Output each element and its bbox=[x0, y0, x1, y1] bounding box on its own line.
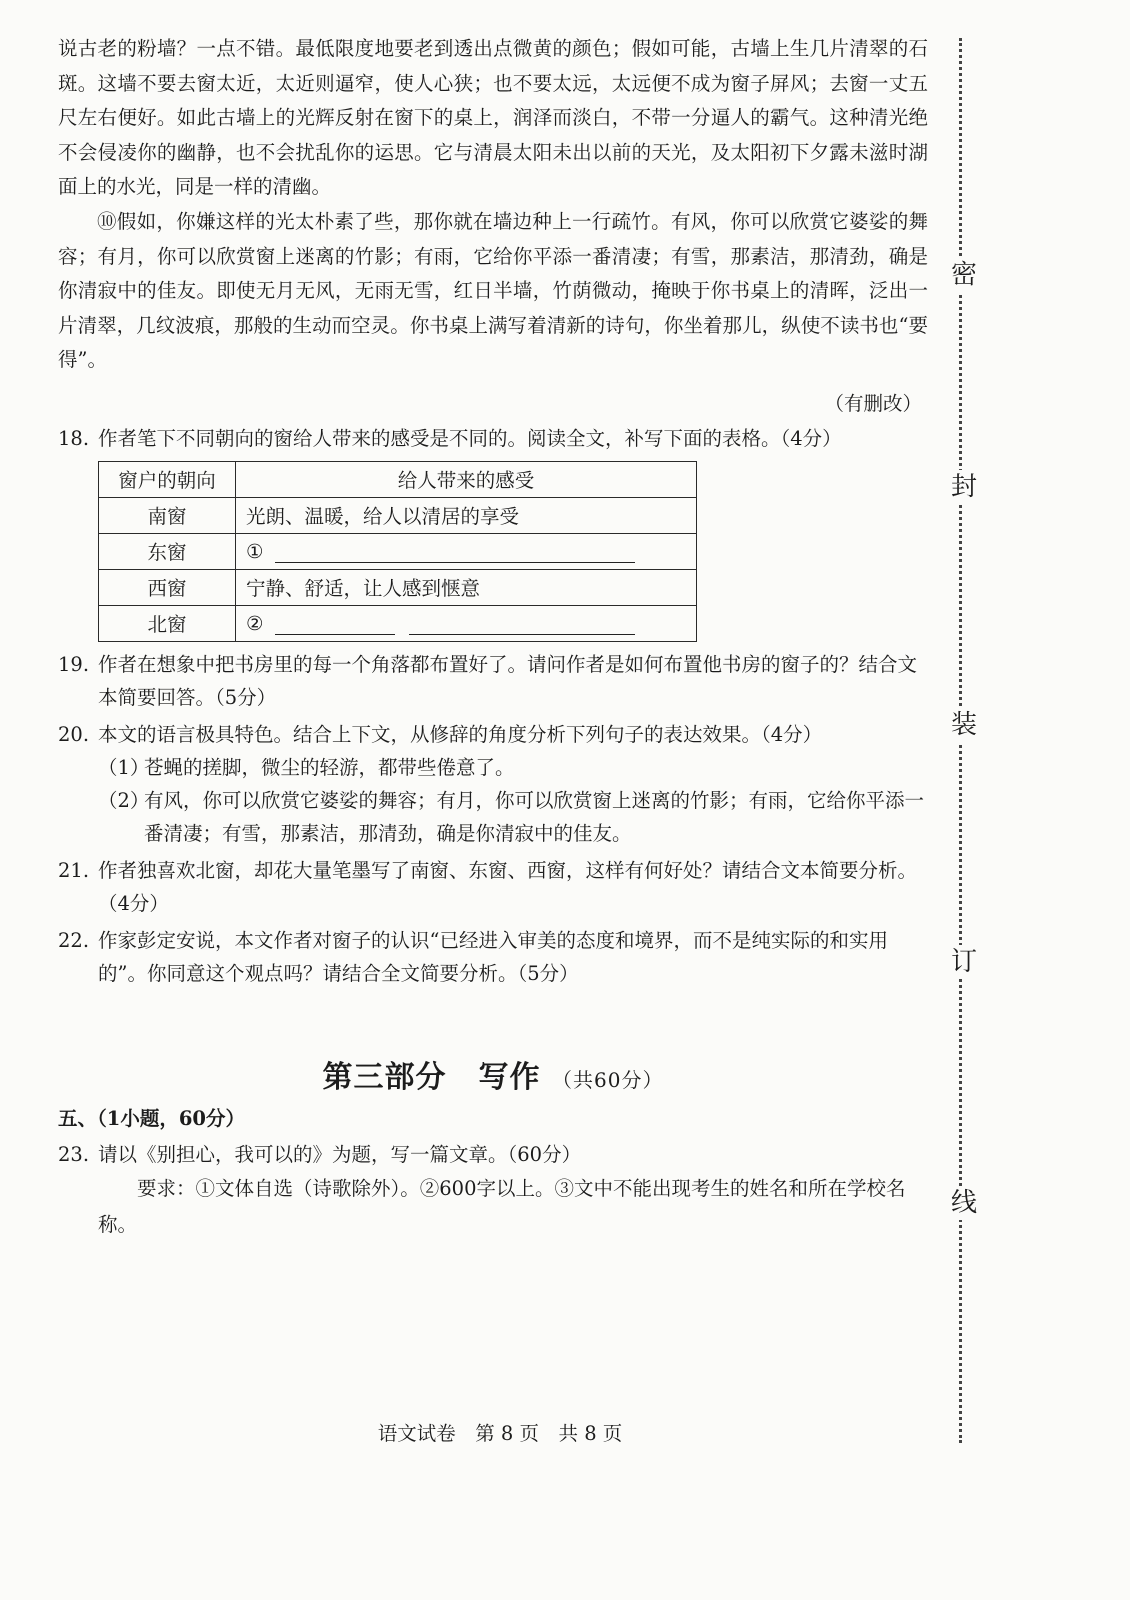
row-blank-cell[interactable] bbox=[236, 605, 697, 641]
table-row bbox=[99, 533, 697, 569]
question-text: 作家彭定安说，本文作者对窗子的认识“已经进入审美的态度和境界，而不是纯实际的和实用的”。你同意这个观点吗？请结合全文简要分析。（5分） bbox=[98, 928, 888, 985]
table-row bbox=[99, 605, 697, 641]
answer-table bbox=[98, 461, 697, 642]
question-number: 21. bbox=[58, 858, 90, 882]
question-text: 本文的语言极具特色。结合上下文，从修辞的角度分析下列句子的表达效果。（4分） bbox=[98, 722, 823, 746]
table-row bbox=[99, 569, 697, 605]
row-direction: 北窗 bbox=[99, 605, 236, 641]
table-row bbox=[99, 497, 697, 533]
writing-requirements: 要求：①文体自选（诗歌除外）。②600字以上。③文中不能出现考生的姓名和所在学校名称。 bbox=[98, 1176, 906, 1236]
question-19 bbox=[58, 648, 928, 714]
binding-char-feng: 封 bbox=[947, 470, 981, 504]
blank-marker: ② bbox=[246, 611, 264, 635]
row-direction: 东窗 bbox=[99, 533, 236, 569]
question-21 bbox=[58, 854, 928, 920]
binding-char-ding: 订 bbox=[947, 945, 981, 979]
question-number: 18. bbox=[58, 426, 90, 450]
blank-marker: ① bbox=[246, 539, 264, 563]
section-title bbox=[58, 1052, 928, 1096]
row-direction: 西窗 bbox=[99, 569, 236, 605]
binding-char-mi: 密 bbox=[947, 258, 981, 292]
table-header-row bbox=[99, 461, 697, 497]
row-feeling: 光朗、温暖，给人以清居的享受 bbox=[236, 497, 697, 533]
sub-number: （1） bbox=[98, 755, 150, 779]
question-text: 请以《别担心，我可以的》为题，写一篇文章。（60分） bbox=[98, 1142, 582, 1166]
row-blank-cell[interactable] bbox=[236, 533, 697, 569]
page-footer: 语文试卷 第 8 页 共 8 页 bbox=[377, 1422, 623, 1445]
header-feeling: 给人带来的感受 bbox=[236, 461, 697, 497]
section-heading: 五、（1小题，60分） bbox=[58, 1106, 245, 1130]
sub-number: （2） bbox=[98, 788, 150, 812]
answer-blank[interactable] bbox=[409, 614, 635, 635]
question-number: 19. bbox=[58, 652, 90, 676]
passage-paragraph-9: 说古老的粉墙？一点不错。最低限度地要老到透出点微黄的颜色；假如可能，古墙上生几片清翠的石斑。这墙不要去窗太近，太近则逼窄，使人心狭；也不要太远，太远便不成为窗子屏风；去窗一丈五尺左右便好。如此古墙上的光辉反射在窗下的桌上，润泽而淡白，不带一分逼人的霸气。这种清光绝不会侵凌你的幽静，也不会扰乱你的运思。它与清晨太阳未出以前的天光，及太阳初下夕露未滋时湖面上的水光，同是一样的清幽。 bbox=[58, 37, 928, 199]
edit-note: （有删改） bbox=[824, 391, 922, 415]
question-number: 20. bbox=[58, 722, 90, 746]
question-18 bbox=[58, 422, 928, 455]
row-direction: 南窗 bbox=[99, 497, 236, 533]
sub-text: 有风，你可以欣赏它婆娑的舞容；有月，你可以欣赏窗上迷离的竹影；有雨，它给你平添一番清凄；有雪，那素洁，那清劲，确是你清寂中的佳友。 bbox=[144, 788, 925, 845]
answer-blank[interactable] bbox=[275, 614, 395, 635]
sub-question-2 bbox=[58, 784, 928, 850]
answer-blank[interactable] bbox=[275, 542, 635, 563]
section-title-part: 第三部分 bbox=[322, 1059, 447, 1095]
main-content bbox=[58, 32, 928, 1243]
section-title-name: 写作 bbox=[478, 1059, 541, 1095]
question-20 bbox=[58, 718, 928, 751]
question-22 bbox=[58, 924, 928, 990]
question-text: 作者在想象中把书房里的每一个角落都布置好了。请问作者是如何布置他书房的窗子的？结合文本简要回答。（5分） bbox=[98, 652, 918, 709]
binding-char-zhuang: 装 bbox=[947, 708, 981, 742]
section-score: （共60分） bbox=[552, 1067, 664, 1092]
question-number: 22. bbox=[58, 928, 90, 952]
binding-char-xian: 线 bbox=[947, 1186, 981, 1220]
question-23 bbox=[58, 1138, 928, 1171]
question-text: 作者独喜欢北窗，却花大量笔墨写了南窗、东窗、西窗，这样有何好处？请结合文本简要分析。（4分） bbox=[98, 858, 918, 915]
question-number: 23. bbox=[58, 1142, 90, 1166]
header-direction: 窗户的朝向 bbox=[99, 461, 236, 497]
sub-text: 苍蝇的搓脚，微尘的轻游，都带些倦意了。 bbox=[144, 755, 515, 779]
passage-paragraph-10: ⑩假如，你嫌这样的光太朴素了些，那你就在墙边种上一行疏竹。有风，你可以欣赏它婆娑的舞容；有月，你可以欣赏窗上迷离的竹影；有雨，它给你平添一番清凄；有雪，那素洁，那清劲，确是你清寂中的佳友。即使无月无风，无雨无雪，红日半墙，竹荫微动，掩映于你书桌上的清晖，泛出一片清翠，几纹波痕，那般的生动而空灵。你书桌上满写着清新的诗句，你坐着那儿，纵使不读书也“要得”。 bbox=[58, 209, 928, 372]
sub-question-1 bbox=[58, 751, 928, 784]
row-feeling: 宁静、舒适，让人感到惬意 bbox=[236, 569, 697, 605]
question-text: 作者笔下不同朝向的窗给人带来的感受是不同的。阅读全文，补写下面的表格。（4分） bbox=[98, 426, 842, 450]
